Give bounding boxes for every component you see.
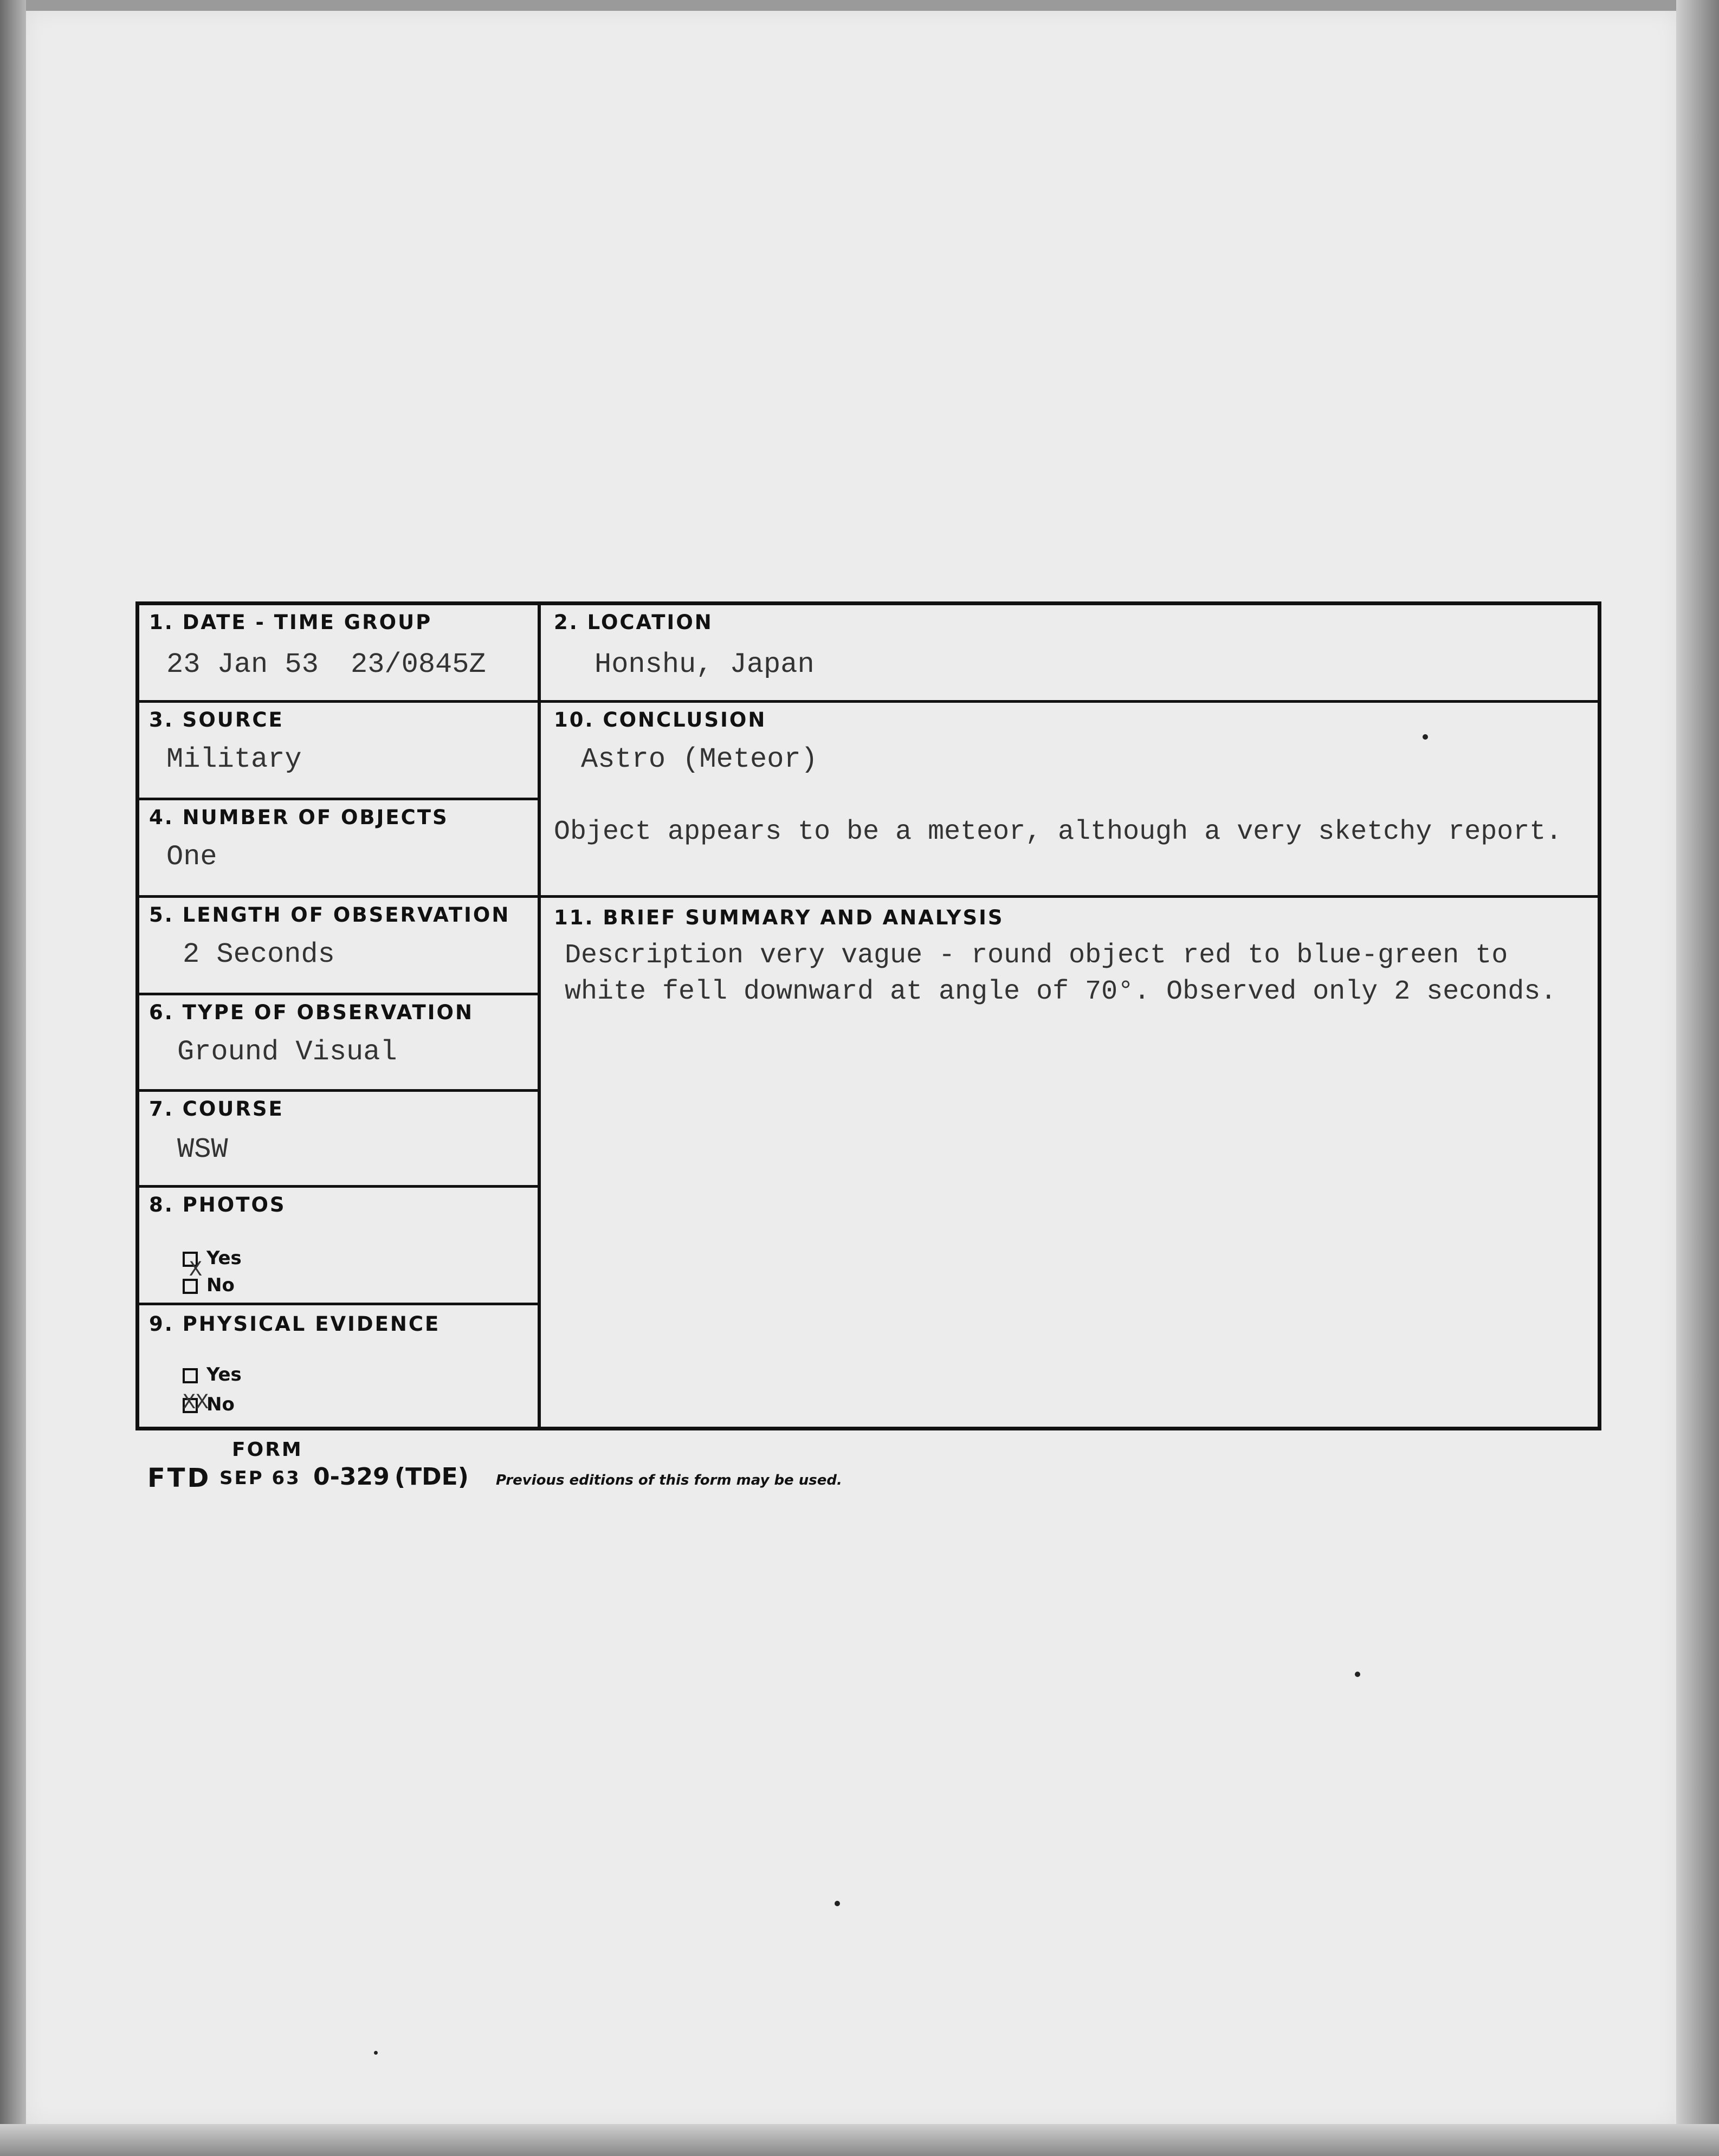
photos-label: 8. PHOTOS [149, 1193, 286, 1216]
date-time-label: 1. DATE - TIME GROUP [149, 611, 432, 634]
date-value: 23 Jan 53 [166, 649, 319, 681]
scan-speck [835, 1901, 840, 1906]
conclusion-comment: Object appears to be a meteor, although a very sketchy report. [554, 817, 1562, 847]
length-of-observation-label: 5. LENGTH OF OBSERVATION [149, 903, 510, 927]
row-divider [139, 1089, 538, 1092]
scan-edge-bottom [0, 2124, 1719, 2156]
photos-yes-option[interactable]: Yes [183, 1247, 242, 1269]
checkbox [183, 1368, 198, 1383]
source-label: 3. SOURCE [149, 708, 284, 731]
location-label: 2. LOCATION [554, 611, 713, 634]
number-of-objects-label: 4. NUMBER OF OBJECTS [149, 806, 449, 829]
row-divider [139, 895, 1598, 898]
typed-x-mark: X [189, 1258, 203, 1283]
summary-line-2: white fell downward at angle of 70°. Observed only 2 seconds. [565, 976, 1557, 1007]
summary-line-1: Description very vague - round object red to blue-green to [565, 940, 1508, 971]
conclusion-value: Astro (Meteor) [581, 743, 818, 775]
footer-form-word: FORM [232, 1439, 303, 1461]
row-divider [139, 700, 1598, 703]
type-of-observation-label: 6. TYPE OF OBSERVATION [149, 1001, 474, 1024]
number-of-objects-value: One [166, 841, 217, 873]
conclusion-label: 10. CONCLUSION [554, 708, 767, 731]
summary-label: 11. BRIEF SUMMARY AND ANALYSIS [554, 906, 1004, 929]
location-value: Honshu, Japan [594, 649, 815, 681]
row-divider [139, 993, 538, 995]
physical-evidence-no-option[interactable]: No [183, 1394, 235, 1415]
length-of-observation-value: 2 Seconds [183, 938, 335, 970]
column-divider [538, 605, 541, 1427]
typed-x-mark: XX [183, 1391, 209, 1415]
physical-evidence-yes-option[interactable]: Yes [183, 1364, 242, 1385]
footer-note: Previous editions of this form may be used. [496, 1472, 842, 1488]
scan-edge-left [0, 0, 26, 2156]
footer-date: SEP 63 [219, 1467, 301, 1489]
row-divider [139, 1185, 538, 1188]
scan-edge-right [1676, 0, 1719, 2156]
photos-no-option[interactable]: No [183, 1274, 235, 1296]
time-value: 23/0845Z [351, 649, 486, 681]
scan-speck [1423, 734, 1428, 740]
type-of-observation-value: Ground Visual [177, 1036, 397, 1068]
footer-form-number: 0-329 [313, 1463, 390, 1491]
course-value: WSW [177, 1134, 228, 1166]
scan-speck [374, 2051, 378, 2055]
course-label: 7. COURSE [149, 1097, 284, 1121]
physical-evidence-label: 9. PHYSICAL EVIDENCE [149, 1312, 441, 1336]
footer-code: (TDE) [395, 1463, 469, 1491]
footer-ftd: FTD [147, 1463, 211, 1493]
row-divider [139, 1303, 538, 1305]
project-card-form [135, 601, 1601, 1430]
scan-speck [1355, 1672, 1360, 1677]
source-value: Military [166, 743, 302, 775]
row-divider [139, 798, 538, 800]
